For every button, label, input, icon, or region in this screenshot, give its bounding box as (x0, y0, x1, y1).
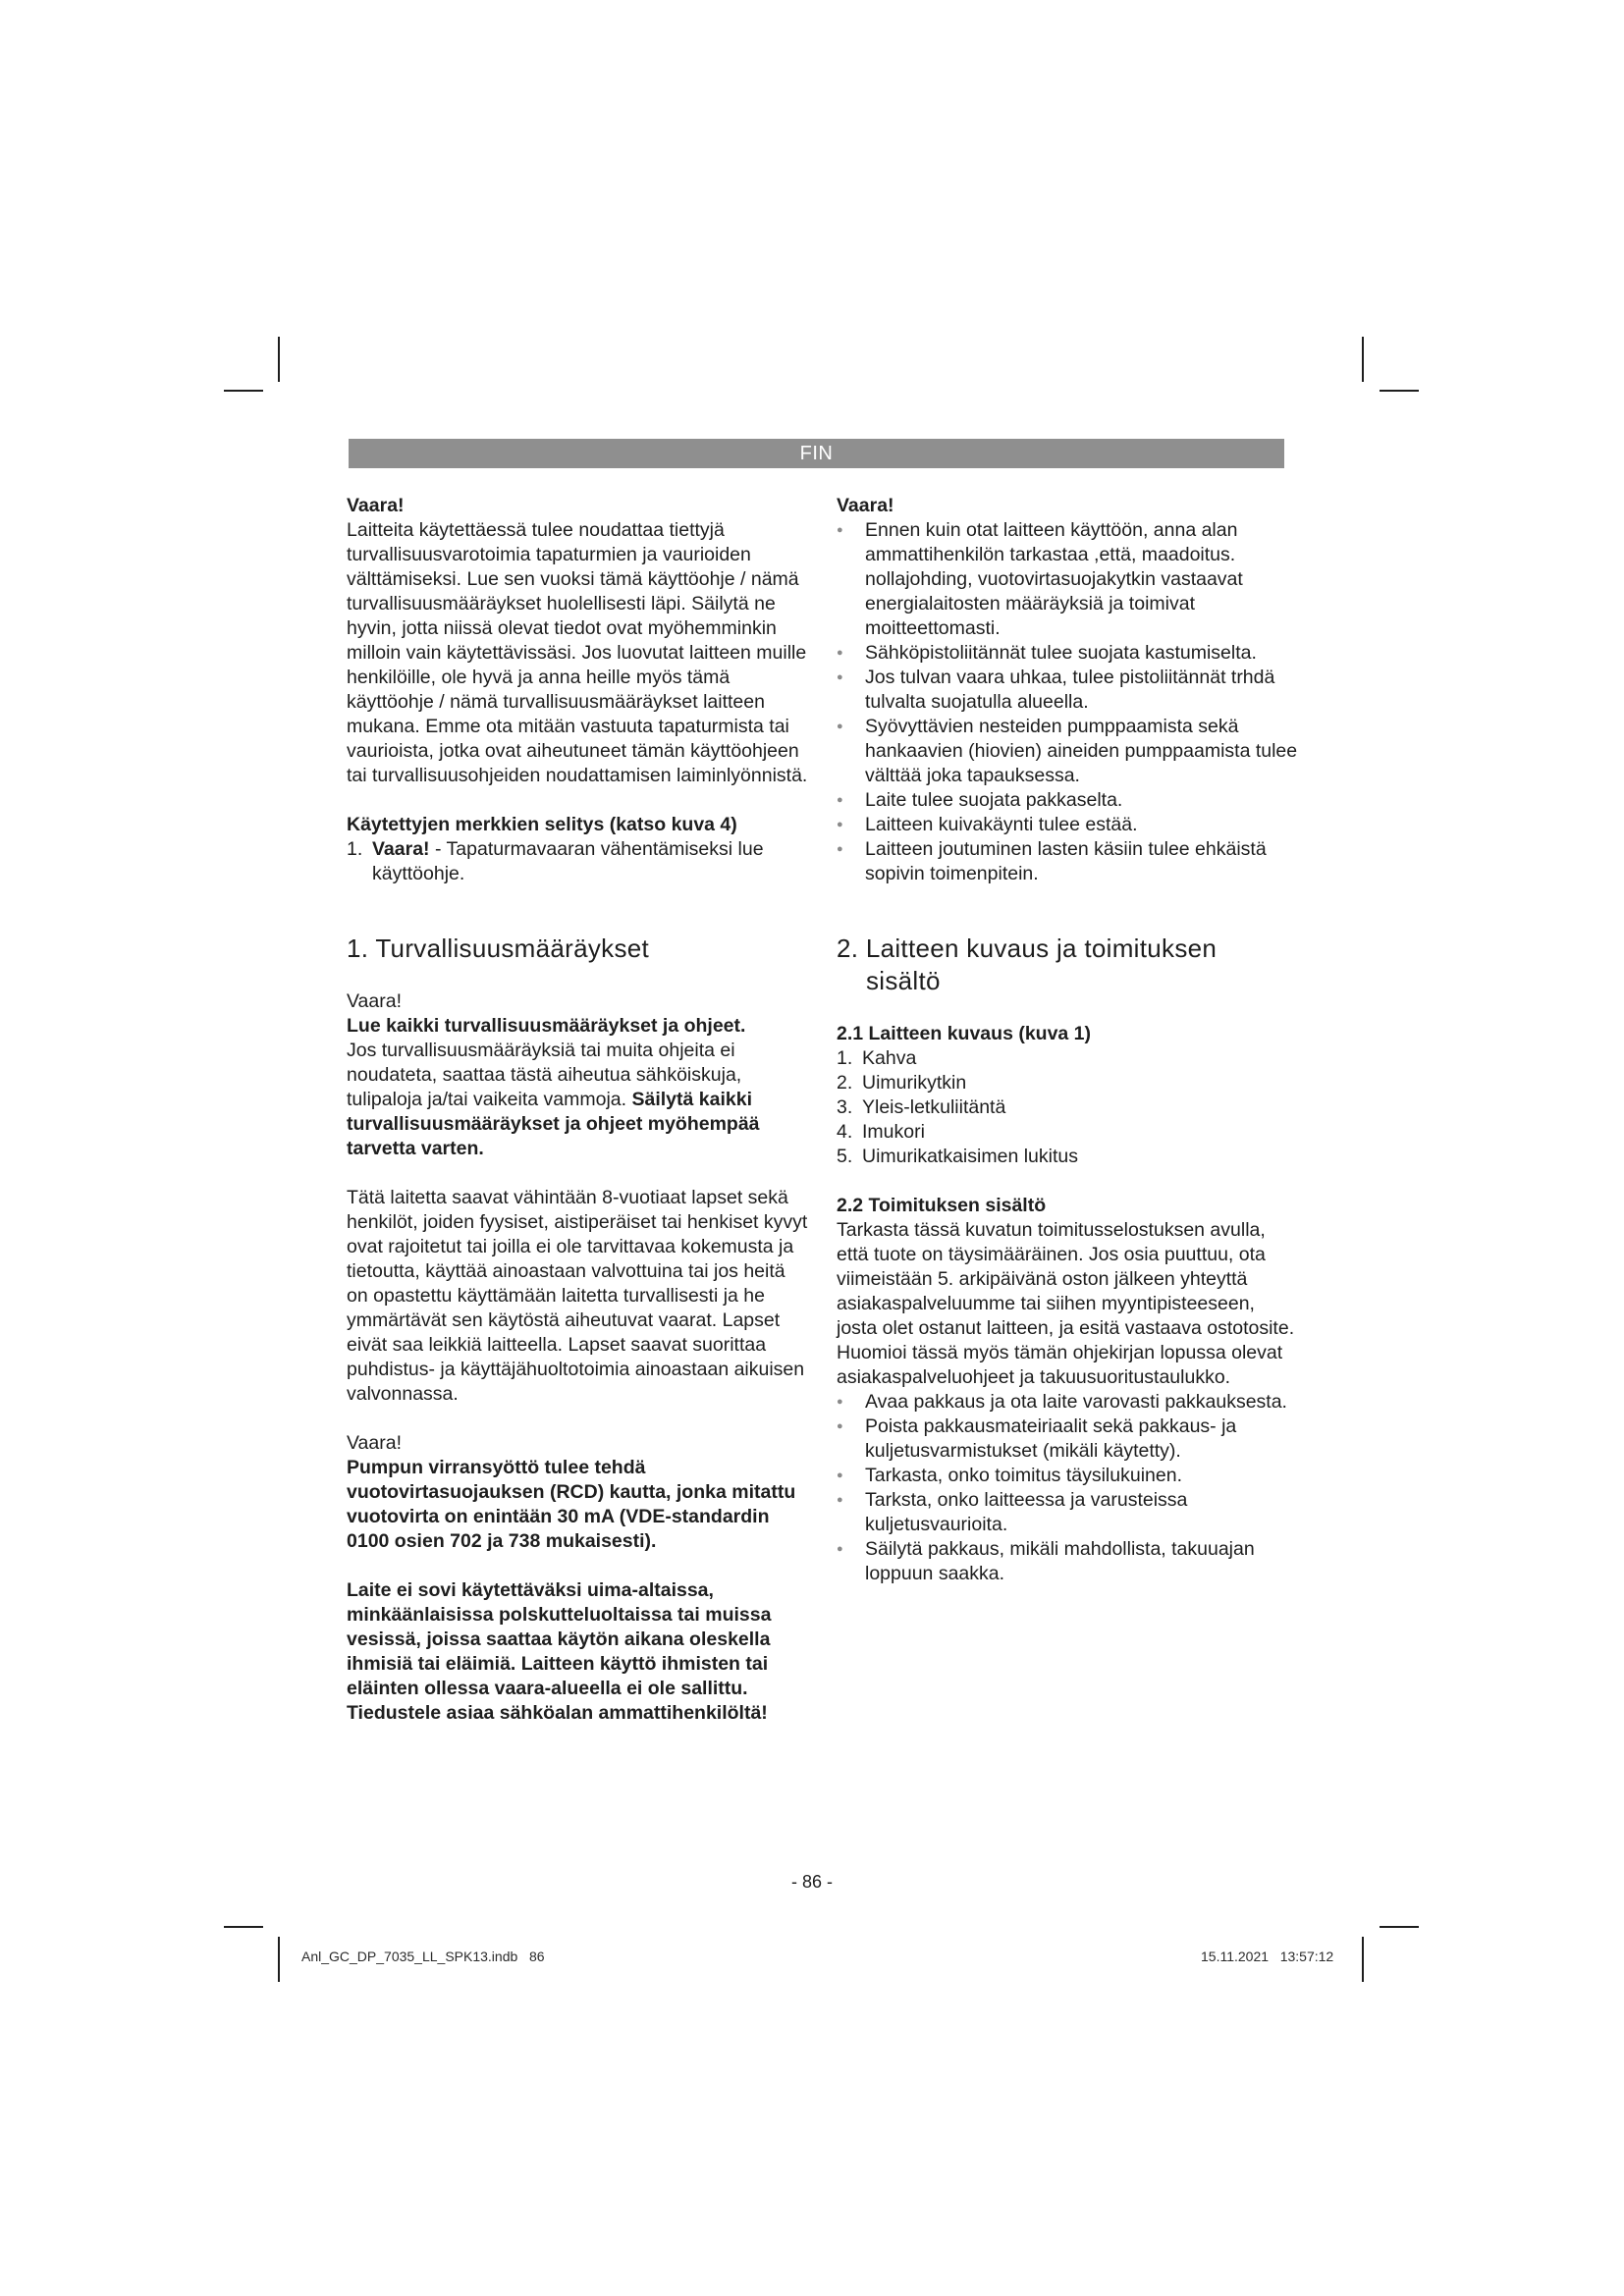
print-datetime: 15.11.2021 13:57:12 (1201, 1949, 1334, 1964)
pool-warning: Laite ei sovi käytettäväksi uima-altaissa, minkäänlaisissa polskutteluoltaissa tai muissa vesissä, joissa saattaa käytön aikana oleskella ihmisiä tai eläimiä. Laitteen käyttö ihmisten tai eläinten ollessa vaara-alueella ei ole sallittu. Tiedustele asiaa sähköalan ammattihenkilöltä! (347, 1579, 772, 1724)
list-item: 2. Uimurikytkin (837, 1072, 967, 1094)
list-item: ● Ennen kuin otat laitteen käyttöön, anna alan ammattihenkilön tarkastaa ,että, maadoitus. nollajohding, vuotovirtasuojakytkin vastaavat energialaitosten määräyksiä ja toimivat moitteettomasti. (837, 518, 1298, 641)
list-item: ● Avaa pakkaus ja ota laite varovasti pakkauksesta. (837, 1390, 1298, 1415)
list-item: ● Sähköpistoliitännät tulee suojata kastumiselta. (837, 641, 1298, 666)
list-item: 3. Yleis-letkuliitäntä (837, 1096, 1006, 1118)
warning-title: Vaara! (347, 990, 403, 1012)
crop-mark (224, 1926, 263, 1928)
warning-title: Vaara! (347, 1432, 403, 1454)
symbols-title: Käytettyjen merkkien selitys (katso kuva 4) (347, 814, 737, 835)
list-item: ● Tarkasta, onko toimitus täysilukuinen. (837, 1464, 1298, 1488)
crop-mark (1362, 337, 1364, 382)
rcd-warning: Pumpun virransyöttö tulee tehdä vuotovirtasuojauksen (RCD) kautta, jonka mitattu vuotovirta on enintään 30 mA (VDE-standardin 0100 osien 702 ja 738 mukaisesti). (347, 1457, 796, 1552)
children-paragraph: Tätä laitetta saavat vähintään 8-vuotiaat lapset sekä henkilöt, joiden fyysiset, aistiperäiset tai henkiset kyvyt ovat rajoitetut tai joilla ei ole tarvittavaa kokemusta ja tietoutta, käyttää ainoastaan valvottuina tai jos heitä on opastettu käyttämään laitetta turvallisesti ja he ymmärtävät sen käytöstä aiheutuvat vaarat. Lapset eivät saa leikkiä laitteella. Lapset saavat suorittaa puhdistus- ja käyttäjähuoltotoimia ainoastaan aikuisen valvonnassa. (347, 1187, 808, 1405)
warning-list (837, 518, 1298, 886)
crop-mark (1362, 1937, 1364, 1982)
list-item: ● Säilytä pakkaus, mikäli mahdollista, takuuajan loppuun saakka. (837, 1537, 1298, 1586)
list-item: ● Laitteen joutuminen lasten käsiin tulee ehkäistä sopivin toimenpitein. (837, 837, 1298, 886)
subsection-title: 2.1 Laitteen kuvaus (kuva 1) (837, 1023, 1092, 1044)
delivery-list (837, 1390, 1298, 1586)
list-item: 1. Kahva (837, 1047, 917, 1069)
section-heading: 2. Laitteen kuvaus ja toimituksen sisältö (837, 934, 1218, 995)
page-number: - 86 - (790, 1872, 833, 1892)
list-item: ● Syövyttävien nesteiden pumppaamista sekä hankaavien (hiovien) aineiden pumppaamista tulee välttää joka tapauksessa. (837, 715, 1298, 788)
right-column (837, 494, 1298, 1586)
crop-mark (1380, 1926, 1419, 1928)
list-item: ● Laitteen kuivakäynti tulee estää. (837, 813, 1298, 837)
language-header: FIN (349, 439, 1284, 468)
section-heading: 1. Turvallisuusmääräykset (347, 934, 650, 963)
list-item: ● Laite tulee suojata pakkaselta. (837, 788, 1298, 813)
list-item: ● Tarksta, onko laitteessa ja varusteissa kuljetusvaurioita. (837, 1488, 1298, 1537)
parts-list (837, 1046, 1298, 1169)
left-column (347, 494, 808, 1726)
delivery-paragraph: Tarkasta tässä kuvatun toimitusselostuksen avulla, että tuote on täysimääräinen. Jos osia puuttuu, ota viimeistään 5. arkipäivänä oston jälkeen yhteyttä asiakaspalveluumme tai siihen myyntipisteeseen, josta olet ostanut laitteen, ja esitä vastaava ostotosite. Huomioi tässä myös tämän ohjekirjan lopussa olevat asiakaspalveluohjeet ja takuusuoritustaulukko. (837, 1219, 1295, 1388)
list-item: ● Poista pakkausmateiriaalit sekä pakkaus- ja kuljetusvarmistukset (mikäli käytetty). (837, 1415, 1298, 1464)
crop-mark (224, 390, 263, 392)
subsection-title: 2.2 Toimituksen sisältö (837, 1195, 1047, 1216)
warning-title: Vaara! (837, 495, 894, 516)
symbols-list (347, 837, 808, 886)
file-name: Anl_GC_DP_7035_LL_SPK13.indb 86 (301, 1949, 545, 1964)
list-item: ● Jos tulvan vaara uhkaa, tulee pistoliitännät trhdä tulvalta suojatulla alueella. (837, 666, 1298, 715)
warning-bold: Lue kaikki turvallisuusmääräykset ja ohjeet. (347, 1015, 746, 1037)
crop-mark (1380, 390, 1419, 392)
list-item: 5. Uimurikatkaisimen lukitus (837, 1146, 1078, 1167)
warning-text: Jos turvallisuusmääräyksiä tai muita ohjeita ei noudateta, saattaa tästä aiheutua sähköiskuja, tulipaloja ja/tai vaikeita vammoja. Säilytä kaikki turvallisuusmääräykset ja ohjeet myöhempää tarvetta varten. (347, 1040, 760, 1159)
crop-mark (278, 337, 280, 382)
crop-mark (278, 1937, 280, 1982)
warning-title: Vaara! (347, 495, 405, 516)
list-item: 4. Imukori (837, 1121, 925, 1143)
list-item: 1. Vaara! - Tapaturmavaaran vähentämiseksi lue käyttöohje. (347, 838, 764, 884)
warning-text: Laitteita käytettäessä tulee noudattaa tiettyjä turvallisuusvarotoimia tapaturmien ja vaurioiden välttämiseksi. Lue sen vuoksi tämä käyttöohje / nämä turvallisuusmääräykset huolellisesti läpi. Säilytä ne hyvin, jotta niissä olevat tiedot ovat myöhemminkin milloin vain käytettävissäsi. Jos luovutat laitteen muille henkilöille, ole hyvä ja anna heille myös tämä käyttöohje / nämä turvallisuusmääräykset laitteen mukana. Emme ota mitään vastuuta tapaturmista tai vaurioista, jotka ovat aiheutuneet tämän käyttöohjeen tai turvallisuusohjeiden noudattamisen laiminlyönnistä. (347, 519, 808, 786)
